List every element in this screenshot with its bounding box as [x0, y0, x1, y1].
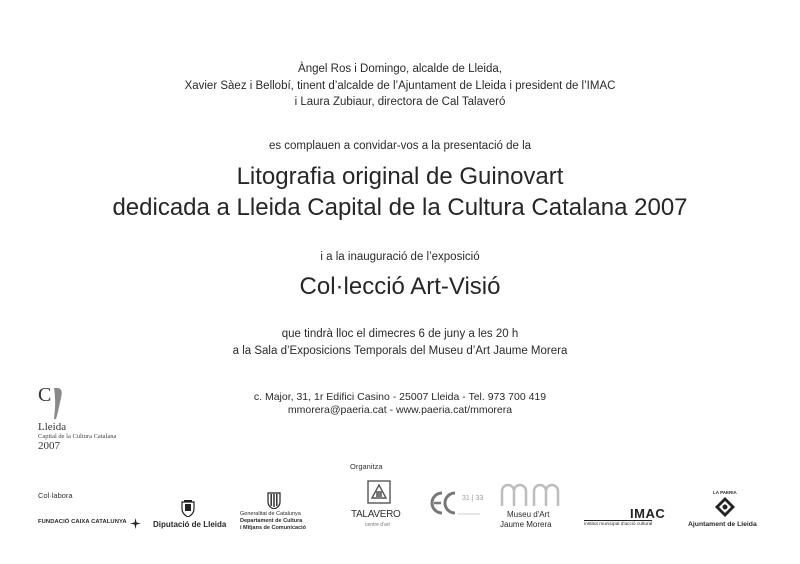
- svg-text:31 | 33: 31 | 33: [462, 495, 484, 502]
- ajuntament-logo: [688, 490, 768, 530]
- intro-line-1: Àngel Ros i Domingo, alcalde de Lleida,: [298, 63, 502, 75]
- organitza-label: Organitza: [350, 462, 383, 471]
- generalitat-line-2: Departament de Cultura: [240, 518, 303, 524]
- generalitat-logo: [240, 492, 316, 532]
- diputacio-crest-icon: [181, 500, 195, 517]
- talavero-logo: [345, 480, 413, 536]
- museu-logo: [500, 483, 568, 533]
- caixa-star-icon: [130, 518, 141, 529]
- generalitat-line-3: i Mitjans de Comunicació: [240, 525, 307, 531]
- talavero-mark-icon: [367, 480, 391, 504]
- imac-logo: [584, 506, 674, 528]
- capital-logo-year: 2007: [38, 440, 60, 452]
- imac-label: IMAC: [630, 506, 666, 521]
- ec-mark-icon: [428, 488, 486, 518]
- generalitat-crest-icon: [267, 492, 281, 509]
- imac-sub: institut municipal d'acció cultural: [584, 522, 653, 527]
- exhibition-title: Col·lecció Art-Visió: [299, 273, 501, 300]
- talavero-label: TALAVERO: [351, 509, 401, 520]
- talavero-sub: centre d'art: [365, 522, 390, 528]
- generalitat-line-1: Generalitat de Catalunya: [240, 511, 301, 517]
- title-line-1: Litografia original de Guinovart: [236, 163, 564, 190]
- ec-logo: [428, 488, 488, 522]
- intro-line-3: i Laura Zubiaur, directora de Cal Talaveró: [294, 96, 506, 108]
- collabora-label: Col·labora: [38, 491, 73, 500]
- title-line-2: dedicada a Lleida Capital de la Cultura Catalana 2007: [112, 194, 688, 221]
- paeria-top-label: LA PAERIA: [713, 490, 737, 495]
- intro-line-2: Xavier Sàez i Bellobí, tinent d’alcalde de l’Ajuntament de Lleida i president de l’IMAC: [184, 80, 616, 92]
- address-line-2: mmorera@paeria.cat - www.paeria.cat/mmorera: [287, 404, 513, 416]
- capital-logo-letter: C: [38, 384, 52, 406]
- capital-logo-city: Lleida: [38, 421, 67, 433]
- capital-cultura-logo: [36, 384, 126, 454]
- caixa-catalunya-logo: [38, 518, 144, 530]
- ajuntament-label: Ajuntament de Lleida: [688, 521, 757, 528]
- caixa-label: FUNDACIÓ CAIXA CATALUNYA: [38, 519, 127, 525]
- address-line-1: c. Major, 31, 1r Edifici Casino - 25007 Lleida - Tel. 973 700 419: [253, 391, 547, 403]
- ajuntament-crest-icon: [715, 497, 735, 517]
- museu-mm-icon: [500, 483, 564, 507]
- capital-logo-subtitle: Capital de la Cultura Catalana: [38, 433, 117, 440]
- when-line-1: que tindrà lloc el dimecres 6 de juny a les 20 h: [281, 328, 519, 340]
- museu-line-2: Jaume Morera: [500, 520, 552, 529]
- when-line-2: a la Sala d’Exposicions Temporals del Museu d’Art Jaume Morera: [232, 345, 568, 357]
- capital-logo-mark-icon: [52, 386, 64, 420]
- inauguration-text: i a la inauguració de l’exposició: [320, 251, 480, 263]
- diputacio-label: Diputació de Lleida: [153, 520, 227, 529]
- invite-text: es complauen a convidar-vos a la presentació de la: [268, 140, 532, 152]
- museu-line-1: Museu d'Art: [507, 510, 550, 519]
- diputacio-logo: [153, 500, 229, 534]
